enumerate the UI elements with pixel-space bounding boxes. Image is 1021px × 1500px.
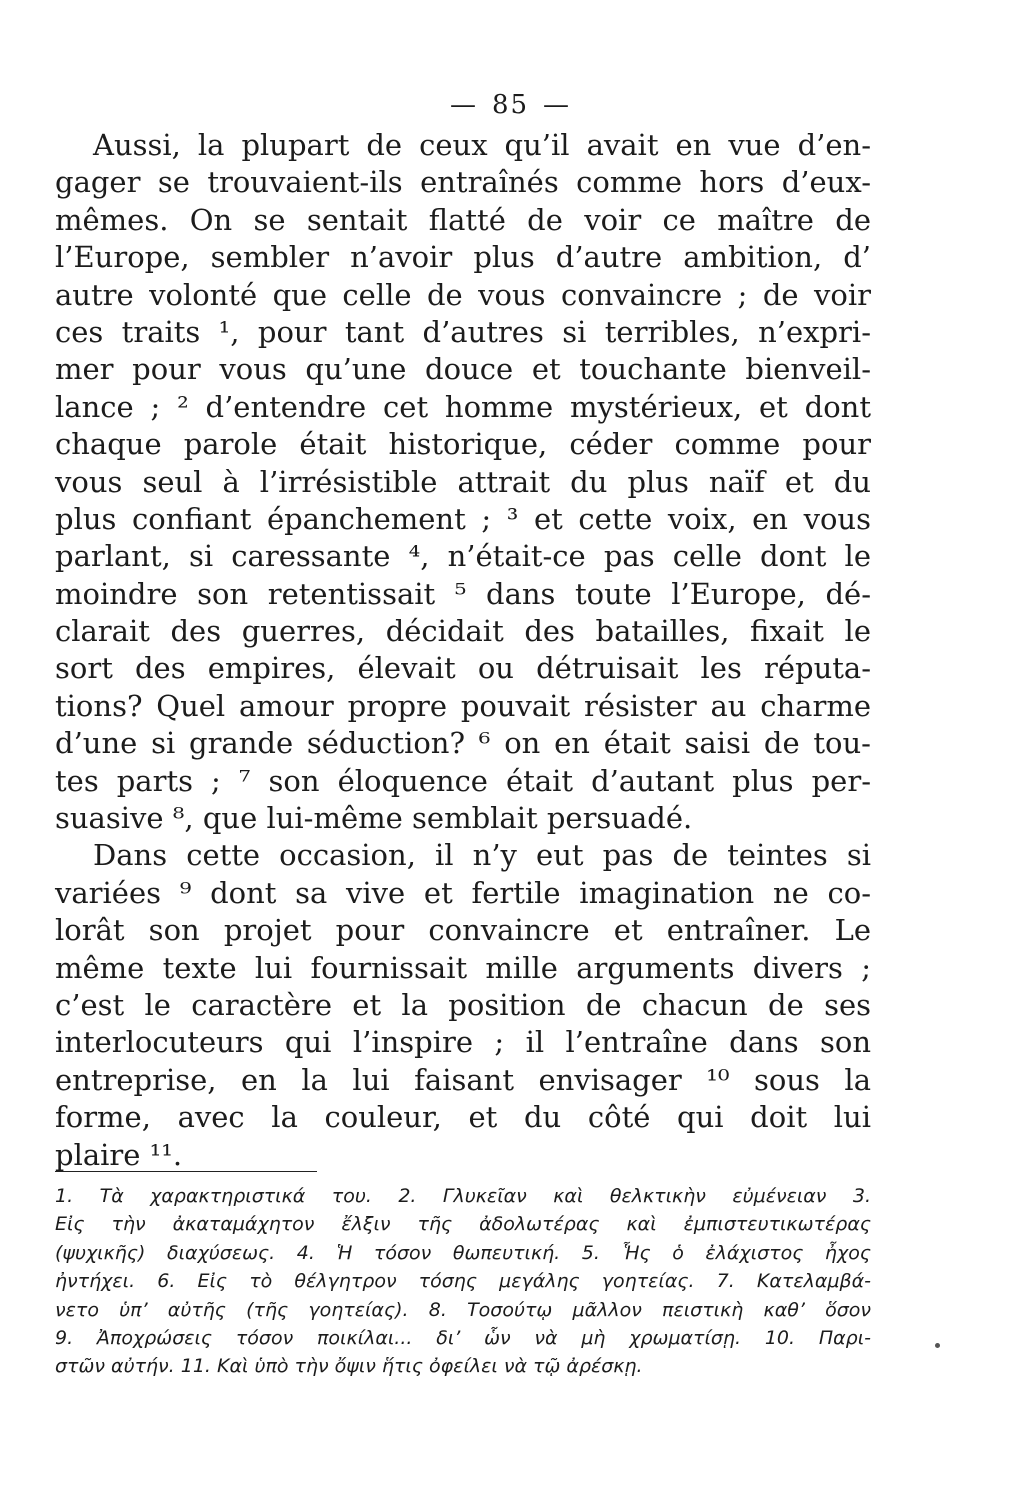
body-line: tions? Quel amour propre pouvait résister au charme (55, 688, 871, 723)
body-line: c’est le caractère et la position de chacun de ses (55, 987, 871, 1022)
body-line: gager se trouvaient-ils entraînés comme hors d’eux- (55, 165, 871, 200)
body-line: suasive ⁸, que lui-même semblait persuadé. (55, 801, 693, 836)
body-line: d’une si grande séduction? ⁶ on en était saisi de tou- (55, 726, 871, 761)
body-line: clarait des guerres, décidait des batailles, fixait le (55, 614, 871, 649)
body-line: chaque parole était historique, céder comme pour (55, 427, 871, 462)
page-header (0, 90, 1021, 120)
footnote-line: στῶν αὐτήν. 11. Καὶ ὑπὸ τὴν ὄψιν ἥτις ὀφείλει νὰ τῷ ἀρέσκῃ. (55, 1355, 643, 1378)
body-line: interlocuteurs qui l’inspire ; il l’entraîne dans son (55, 1025, 871, 1060)
footnote-line: 9. Ἀποχρώσεις τόσον ποικίλαι... δι’ ὧν νὰ μὴ χρωματίσῃ. 10. Παρι- (55, 1326, 871, 1349)
body-line: mer pour vous qu’une douce et touchante bienveil- (55, 352, 871, 387)
footnote-line: (ψυχικῆς) διαχύσεως. 4. Ἡ τόσον θωπευτική. 5. Ἧς ὁ ἐλάχιστος ἦχος (55, 1241, 871, 1264)
body-line: mêmes. On se sentait flatté de voir ce maître de (55, 202, 871, 237)
body-line: plaire ¹¹. (55, 1137, 183, 1172)
body-line: tes parts ; ⁷ son éloquence était d’autant plus per- (55, 763, 871, 798)
body-line: lance ; ² d’entendre cet homme mystérieux, et dont (55, 389, 871, 424)
body-line: parlant, si caressante ⁴, n’était-ce pas celle dont le (55, 539, 871, 574)
footnote-line: 1. Τὰ χαρακτηριστικά του. 2. Γλυκεῖαν καὶ θελκτικὴν εὐμένειαν 3. (55, 1185, 871, 1207)
body-line: sort des empires, élevait ou détruisait les réputa- (55, 651, 871, 686)
body-line: autre volonté que celle de vous convaincre ; de voir (55, 277, 871, 312)
ink-speck (935, 1343, 940, 1348)
body-line: l’Europe, sembler n’avoir plus d’autre ambition, d’ (55, 240, 871, 275)
page-number: 85 (491, 90, 530, 120)
body-line: variées ⁹ dont sa vive et fertile imagination ne co- (55, 875, 871, 910)
body-line: même texte lui fournissait mille arguments divers ; (55, 950, 871, 985)
body-line: forme, avec la couleur, et du côté qui doit lui (55, 1100, 871, 1135)
footnote-line: ἠντήχει. 6. Εἰς τὸ θέλγητρον τόσης μεγάλης γοητείας. 7. Κατελαμβά- (55, 1270, 871, 1293)
body-line: moindre son retentissait ⁵ dans toute l’Europe, dé- (55, 576, 871, 611)
body-line: plus confiant épanchement ; ³ et cette voix, en vous (55, 501, 871, 536)
body-line: Dans cette occasion, il n’y eut pas de teintes si (93, 838, 871, 873)
footnote-line: νετο ὑπ’ αὐτῆς (τῆς γοητείας). 8. Τοσούτῳ μᾶλλον πειστικὴ καθ’ ὅσον (55, 1298, 871, 1321)
header-dash-right: — (543, 90, 572, 120)
body-line: ces traits ¹, pour tant d’autres si terribles, n’expri- (55, 314, 871, 349)
body-line: lorât son projet pour convaincre et entraîner. Le (55, 913, 871, 948)
footnotes (55, 1182, 871, 1381)
body-line: vous seul à l’irrésistible attrait du plus naïf et du (55, 464, 871, 499)
body-line: entreprise, en la lui faisant envisager ¹⁰ sous la (55, 1062, 871, 1097)
footnote-line: Εἰς τὴν ἀκαταμάχητον ἔλξιν τῆς ἀδολωτέρας καὶ ἐμπιστευτικωτέρας (55, 1213, 871, 1236)
body-text (55, 127, 871, 1174)
header-dash-left: — (449, 90, 478, 120)
body-line: Aussi, la plupart de ceux qu’il avait en vue d’en- (93, 128, 871, 162)
footnote-separator (55, 1171, 317, 1172)
